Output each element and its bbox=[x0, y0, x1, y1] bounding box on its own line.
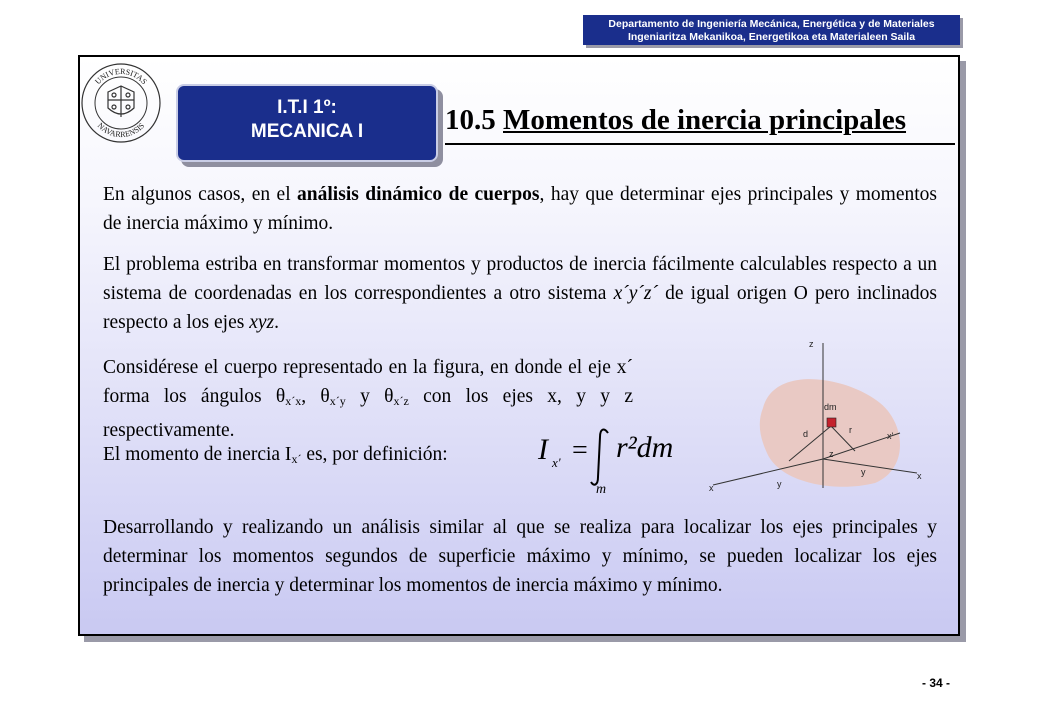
fig-label-d: d bbox=[803, 429, 809, 439]
university-seal-logo bbox=[80, 62, 162, 144]
paragraph-1 bbox=[103, 180, 937, 238]
p3-text-a: Considérese el cuerpo representado en la figura, en donde el eje x´ forma los ángulos θ bbox=[103, 357, 633, 407]
department-line-2: Ingeniaritza Mekanikoa, Energetikoa eta Materialeen Saila bbox=[627, 31, 916, 43]
section-title bbox=[445, 104, 906, 137]
course-line-1: I.T.I 1º: bbox=[277, 97, 337, 118]
formula-integrand: r²dm bbox=[616, 431, 674, 464]
fig-label-y-1: y bbox=[777, 479, 782, 489]
p3-sub-3: x´z bbox=[393, 394, 409, 408]
formula-lhs: I bbox=[538, 433, 548, 466]
p3-sep-1: , θ bbox=[301, 386, 330, 407]
paragraph-2 bbox=[103, 250, 937, 337]
p2-italic-axes-prime: x´y´z´ bbox=[613, 283, 658, 304]
mass-element-cube bbox=[827, 418, 836, 427]
p3b-text-b: es, por definición: bbox=[301, 444, 448, 465]
p2-italic-axes: xyz bbox=[249, 312, 275, 333]
p3-text-b: con los ejes x, y y z respectivamente. bbox=[103, 386, 633, 441]
p2-text-c: . bbox=[274, 312, 279, 333]
body-shape bbox=[760, 379, 900, 487]
title-rule bbox=[445, 143, 955, 145]
fig-label-z-2: z bbox=[829, 449, 834, 459]
page-number: - 34 - bbox=[922, 676, 951, 690]
p1-text-b: , hay que determinar ejes principales y momentos de inercia máximo y mínimo. bbox=[103, 184, 937, 234]
fig-label-dm: dm bbox=[824, 402, 837, 412]
fig-label-r: r bbox=[849, 425, 852, 435]
p1-bold: análisis dinámico de cuerpos bbox=[297, 184, 540, 205]
fig-label-y-2: y bbox=[861, 467, 866, 477]
formula-equals: = bbox=[572, 435, 588, 466]
svg-text:UNIVERSITAS: UNIVERSITAS bbox=[93, 66, 149, 87]
p3-sub-1: x´x bbox=[285, 394, 302, 408]
formula-lhs-sub: x' bbox=[552, 455, 561, 470]
rigid-body-figure bbox=[705, 333, 935, 493]
fig-label-z: z bbox=[809, 339, 814, 349]
p1-text-a: En algunos casos, en el bbox=[103, 184, 298, 205]
svg-text:NAVARRENSIS: NAVARRENSIS bbox=[95, 121, 147, 140]
formula-lower-limit: m bbox=[596, 482, 607, 495]
p3b-sub: x´ bbox=[291, 452, 302, 466]
p3-sub-2: x´y bbox=[329, 394, 346, 408]
section-number: 10.5 bbox=[445, 104, 496, 136]
department-header bbox=[583, 15, 960, 45]
fig-label-x-prime: x' bbox=[887, 431, 894, 441]
p3b-text-a: El momento de inercia I bbox=[103, 444, 292, 465]
paragraph-4: Desarrollando y realizando un análisis similar al que se realiza para localizar los ejes principales y determinar los momentos segundos de superficie máximo y mínimo, se pueden localizar los ejes principales de inercia y determinar los momentos de inercia máximo y mínimo. bbox=[103, 517, 937, 596]
inertia-formula bbox=[536, 425, 701, 495]
course-line-2: MECANICA I bbox=[250, 121, 364, 142]
p2-text-a: El problema estriba en transformar momentos y productos de inercia fácilmente calculables respecto a un sistema de coordenadas en los correspondientes a otro sistema bbox=[103, 254, 937, 304]
paragraph-3-definition bbox=[103, 440, 448, 474]
section-title-text: Momentos de inercia principales bbox=[503, 104, 907, 136]
p2-text-b: de igual origen O pero inclinados respecto a los ejes bbox=[103, 283, 937, 333]
fig-label-x-1: x bbox=[709, 483, 714, 493]
department-line-1: Departamento de Ingeniería Mecánica, Energética y de Materiales bbox=[608, 18, 935, 30]
integral-sign bbox=[591, 430, 608, 485]
fig-label-x-2: x bbox=[917, 471, 922, 481]
course-box bbox=[176, 84, 438, 162]
p3-sep-2: y θ bbox=[345, 386, 394, 407]
